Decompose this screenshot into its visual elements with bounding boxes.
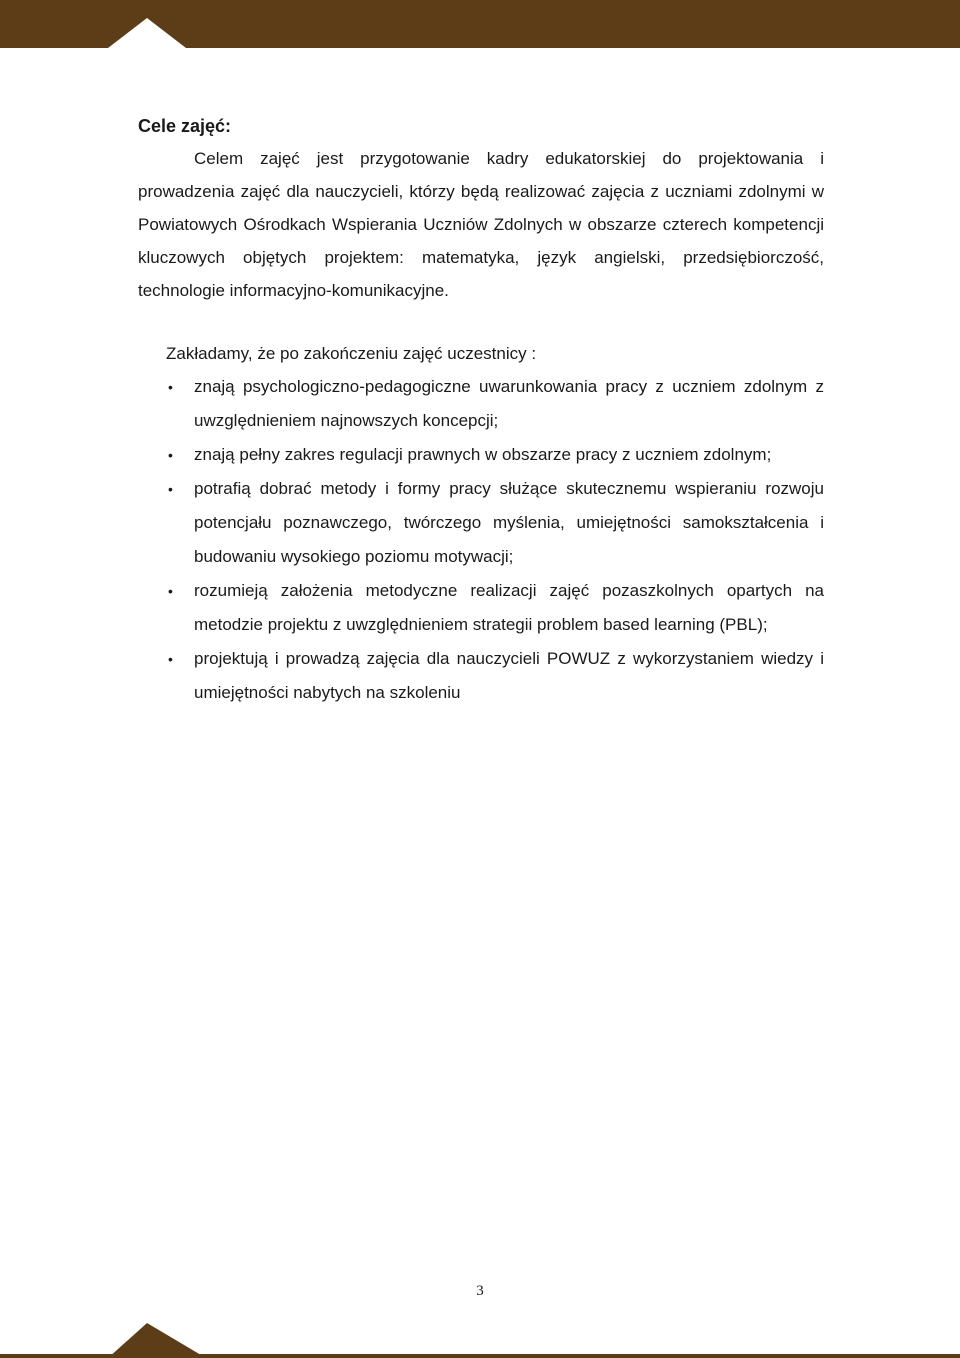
list-item-text: rozumieją założenia metodyczne realizacji zajęć pozaszkolnych opartych na metodzie projektu z uwzględnieniem strategii problem based learning (PBL); bbox=[194, 581, 824, 634]
bullet-icon: • bbox=[168, 583, 173, 599]
footer-band bbox=[0, 1321, 960, 1358]
list-item bbox=[138, 642, 824, 710]
document-body bbox=[138, 112, 824, 710]
header-band bbox=[0, 0, 960, 48]
lead-paragraph: Zakładamy, że po zakończeniu zajęć uczestnicy : bbox=[166, 344, 537, 363]
goals-list bbox=[138, 370, 824, 710]
list-item-text: potrafią dobrać metody i formy pracy służące skutecznemu wspieraniu rozwoju potencjału poznawczego, twórczego myślenia, umiejętności samokształcenia i budowaniu wysokiego poziomu motywacji; bbox=[194, 479, 824, 566]
header-band-shape bbox=[0, 0, 960, 48]
list-item-text: znają pełny zakres regulacji prawnych w obszarze pracy z uczniem zdolnym; bbox=[194, 445, 772, 464]
list-item bbox=[138, 438, 824, 472]
bullet-icon: • bbox=[168, 447, 173, 463]
intro-paragraph: Celem zajęć jest przygotowanie kadry edukatorskiej do projektowania i prowadzenia zajęć dla nauczycieli, którzy będą realizować zajęcia z uczniami zdolnymi w Powiatowych Ośrodkach Wspierania Uczniów Zdolnych w obszarze czterech kompetencji kluczowych objętych projektem: matematyka, język angielski, przedsiębiorczość, technologie informacyjno-komunikacyjne. bbox=[138, 149, 824, 300]
list-item bbox=[138, 574, 824, 642]
page-number: 3 bbox=[476, 1283, 484, 1299]
section-heading: Cele zajęć: bbox=[138, 116, 232, 136]
footer-band-shape bbox=[0, 1321, 960, 1358]
bullet-icon: • bbox=[168, 481, 173, 497]
list-item bbox=[138, 370, 824, 438]
list-item-text: projektują i prowadzą zajęcia dla nauczycieli POWUZ z wykorzystaniem wiedzy i umiejętności nabytych na szkoleniu bbox=[194, 649, 824, 702]
bullet-icon: • bbox=[168, 651, 173, 667]
list-item bbox=[138, 472, 824, 574]
bullet-icon: • bbox=[168, 379, 173, 395]
list-item-text: znają psychologiczno-pedagogiczne uwarunkowania pracy z uczniem zdolnym z uwzględnieniem najnowszych koncepcji; bbox=[194, 377, 824, 430]
